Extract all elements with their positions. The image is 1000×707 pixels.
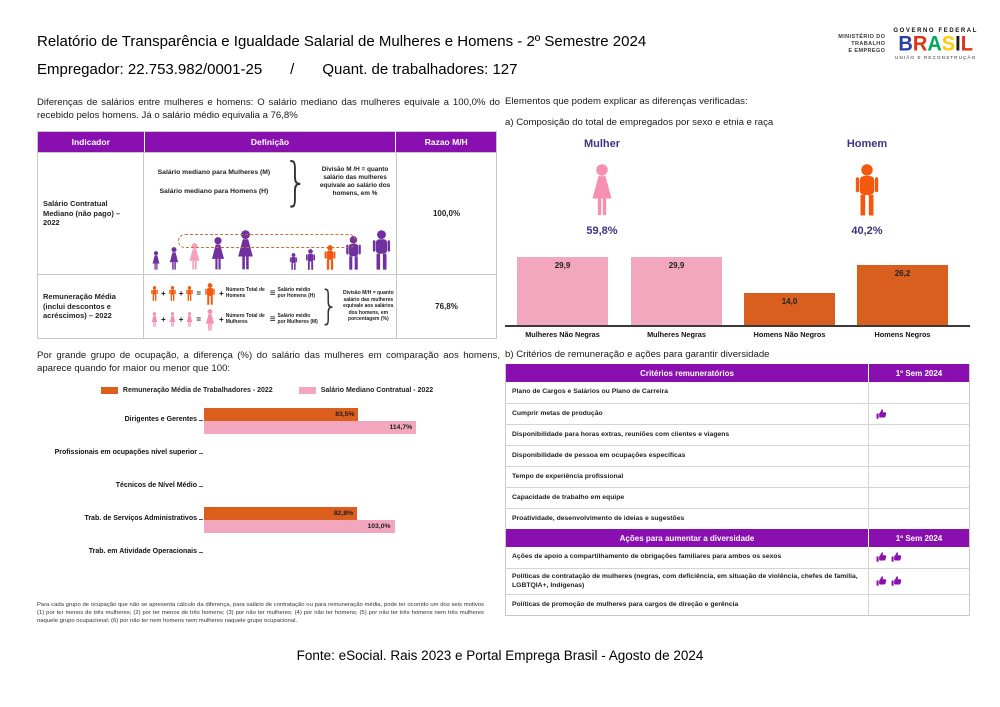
average-formulas	[144, 283, 320, 331]
equiv-operator: ≡	[269, 288, 276, 299]
elements-title: Elementos que podem explicar as diferenças verificadas:	[505, 96, 748, 107]
bar	[204, 520, 395, 533]
check-cell	[869, 569, 969, 594]
median-lines	[144, 169, 284, 195]
median-highlight-box	[178, 234, 356, 248]
x-axis-line	[505, 325, 970, 327]
definition-cell	[144, 275, 397, 338]
criterion-label: Ações de apoio a compartilhamento de obrigações familiares para ambos os sexos	[506, 547, 869, 568]
brasil-letter: S	[941, 32, 956, 56]
count-label: Número Total de Mulheres	[225, 312, 265, 325]
woman-icon	[168, 312, 177, 327]
table-row	[506, 466, 969, 487]
women-average-formula	[150, 309, 320, 331]
check-cell	[869, 509, 969, 529]
equiv-operator: ≡	[269, 314, 276, 325]
table-row	[506, 382, 969, 403]
plus-operator: +	[161, 289, 166, 298]
check-cell	[869, 425, 969, 445]
salary-label: Salário médio por Homens (H)	[277, 286, 316, 299]
check-cell	[869, 488, 969, 508]
occupation-chart	[37, 404, 497, 569]
occupation-row	[37, 437, 497, 470]
bar	[204, 408, 358, 421]
header-definicao: Definição	[145, 132, 397, 152]
brace-glyph: }	[283, 152, 308, 212]
indicator-name: Remuneração Média (inclui descontos e acréscimos) – 2022	[38, 275, 144, 338]
bar-value-label: 114,7%	[389, 423, 413, 431]
ratio-value: 76,8%	[435, 302, 458, 311]
man-icon	[304, 249, 317, 270]
man-icon	[203, 283, 217, 305]
occupation-row	[37, 470, 497, 503]
section-a-title: a) Composição do total de empregados por sexo e etnia e raça	[505, 117, 774, 128]
legend-label: Remuneração Média de Trabalhadores - 2022	[122, 387, 273, 394]
legend-item-mediano	[299, 387, 433, 394]
criteria-header-row	[506, 364, 969, 382]
criterion-label: Tempo de experiência profissional	[506, 467, 869, 487]
count-label: Número Total de Homens	[225, 286, 265, 299]
chart-legend	[37, 387, 497, 394]
axis-tick-icon	[199, 486, 203, 487]
median-men-label: Salário mediano para Homens (H)	[159, 188, 269, 195]
brasil-logo	[893, 28, 978, 60]
man-icon	[851, 164, 883, 216]
header-indicador: Indicador	[38, 132, 145, 152]
axis-tick-icon	[199, 519, 203, 520]
occupation-bars	[204, 507, 497, 533]
woman-icon	[167, 247, 181, 270]
criterion-label: Políticas de contratação de mulheres (negras, com deficiência, em situação de violência, chefes de família, LGBTQIA+, Indígenas)	[506, 569, 869, 594]
brace-glyph: }	[319, 282, 339, 330]
ministry-line: MINISTÉRIO DO	[838, 33, 886, 40]
bar	[204, 421, 416, 434]
bar	[204, 507, 357, 520]
bar	[631, 257, 722, 325]
plus-operator: +	[161, 315, 166, 324]
table-row	[506, 547, 969, 568]
definition-diagram	[144, 153, 396, 211]
woman-icon	[150, 312, 159, 327]
check-cell	[869, 404, 969, 424]
brasil-wordmark	[893, 34, 978, 54]
salary-label: Salário médio por Mulheres (M)	[277, 312, 318, 325]
employer-id: Empregador: 22.753.982/0001-25	[37, 61, 263, 78]
men-average-formula	[150, 283, 320, 305]
category-label: Homens Não Negros	[753, 330, 826, 339]
brasil-letter: I	[955, 32, 961, 56]
ministry-label	[838, 34, 885, 55]
workers-count: Quant. de trabalhadores: 127	[322, 61, 518, 78]
thumbs-up-icon	[891, 552, 902, 563]
thumbs-up-icon	[876, 576, 887, 587]
separator: /	[290, 61, 295, 78]
homem-block	[802, 138, 932, 237]
brasil-letter: A	[927, 32, 942, 56]
man-icon	[369, 230, 394, 270]
legend-swatch-pink	[299, 387, 316, 394]
criterion-label: Cumprir metas de produção	[506, 404, 869, 424]
plus-operator: +	[178, 289, 184, 298]
section-b-title: b) Critérios de remuneração e ações para garantir diversidade	[505, 349, 770, 360]
bar-value-label: 29,9	[668, 260, 685, 270]
plus-operator: +	[219, 315, 224, 324]
actions-rows	[506, 547, 969, 615]
division-note: Divisão M/H = quanto salário das mulheres equivale aos salários dos homens, em porcentagem (%)	[342, 290, 394, 323]
header-razao: Razao M/H	[396, 132, 496, 152]
check-cell	[869, 547, 969, 568]
actions-header-row	[506, 529, 969, 547]
check-cell	[869, 382, 969, 403]
woman-icon	[185, 312, 194, 327]
indicator-name: Salário Contratual Mediano (não pago) – 2022	[38, 153, 144, 274]
thumbs-up-icon	[891, 576, 902, 587]
salary-difference-intro: Diferenças de salários entre mulheres e homens: O salário mediano das mulheres equivale a 100,0% do recebido pelos homens. Já o salário médio equivalia a 76,8%	[37, 97, 500, 121]
table-row	[506, 403, 969, 424]
gov-logo	[838, 28, 978, 60]
occupation-bars	[204, 408, 497, 434]
mulher-block	[537, 138, 667, 237]
man-icon	[168, 286, 177, 301]
category-label: Mulheres Negras	[647, 330, 706, 339]
bar	[517, 257, 608, 325]
bar-value-label: 29,9	[554, 260, 571, 270]
ministry-line: TRABALHO	[851, 40, 886, 47]
ratio-value: 100,0%	[432, 209, 461, 218]
criteria-period: 1º Sem 2024	[869, 364, 969, 382]
criterion-label: Disponibilidade de pessoa em ocupações específicas	[506, 446, 869, 466]
brasil-letter: L	[960, 32, 973, 56]
woman-icon	[150, 251, 162, 270]
brasil-letter: R	[912, 32, 928, 56]
population-figures	[150, 218, 394, 270]
governo-federal-label: GOVERNO FEDERAL	[893, 28, 978, 34]
legend-label: Salário Mediano Contratual - 2022	[320, 387, 434, 394]
bar-value-label: 82,8%	[333, 509, 354, 517]
plus-operator: +	[219, 289, 224, 298]
legend-item-remuneracao	[101, 387, 273, 394]
equals-operator: =	[196, 315, 202, 324]
table-row	[506, 568, 969, 594]
indicator-table	[37, 131, 497, 339]
man-icon-container	[802, 164, 932, 221]
homem-percentage: 40,2%	[851, 225, 883, 237]
table-row-salario-mediano	[38, 152, 496, 274]
woman-icon	[586, 164, 618, 216]
actions-header: Ações para aumentar a diversidade	[506, 529, 869, 547]
actions-period: 1º Sem 2024	[869, 529, 969, 547]
criterion-label: Disponibilidade para horas extras, reuniões com clientes e viagens	[506, 425, 869, 445]
man-icon	[322, 245, 338, 270]
category-label: Homens Negros	[874, 330, 931, 339]
mulher-percentage: 59,8%	[586, 225, 618, 237]
criterion-label: Capacidade de trabalho em equipe	[506, 488, 869, 508]
woman-icon	[203, 309, 217, 331]
bar-value-label: 14,0	[781, 297, 798, 307]
man-icon	[288, 253, 299, 270]
bar-value-label: 83,5%	[335, 410, 355, 418]
occupation-intro: Por grande grupo de ocupação, a diferença (%) do salário das mulheres em comparação aos homens, aparece quando for maior ou menor que 100:	[37, 350, 500, 374]
check-cell	[869, 467, 969, 487]
mulher-label: Mulher	[583, 138, 621, 150]
table-row	[506, 445, 969, 466]
occupation-category-label: Profissionais em ocupações nível superior	[54, 449, 197, 457]
equals-operator: =	[196, 289, 202, 298]
composition-chart	[505, 250, 970, 325]
criterion-label: Proatividade, desenvolvimento de ideias e sugestões	[506, 509, 869, 529]
axis-tick-icon	[199, 420, 203, 421]
table-row	[506, 487, 969, 508]
check-cell	[869, 446, 969, 466]
criteria-table	[505, 364, 970, 616]
category-label: Mulheres Não Negras	[525, 330, 600, 339]
occupation-category-label: Trab. de Serviços Administrativos	[84, 515, 197, 523]
criterion-label: Plano de Cargos e Salários ou Plano de Carreira	[506, 382, 869, 403]
composition-categories	[505, 330, 970, 344]
thumbs-up-icon	[876, 552, 887, 563]
criteria-rows	[506, 382, 969, 529]
median-women-label: Salário mediano para Mulheres (M)	[157, 169, 271, 176]
occupation-category-label: Dirigentes e Gerentes	[124, 416, 197, 424]
axis-tick-icon	[199, 552, 203, 553]
table-row	[506, 508, 969, 529]
axis-tick-icon	[199, 453, 203, 454]
table-row	[506, 594, 969, 615]
indicator-table-header	[38, 132, 496, 152]
bar-value-label: 26,2	[894, 269, 911, 279]
division-note: Divisão M /H = quanto salário das mulheres equivale ao salário dos homens, em %	[319, 166, 391, 197]
homem-label: Homem	[846, 138, 888, 150]
legend-swatch-orange	[101, 387, 118, 394]
woman-icon-container	[537, 164, 667, 221]
occupation-category-label: Técnicos de Nível Médio	[115, 482, 197, 490]
man-icon	[150, 286, 159, 301]
plus-operator: +	[178, 315, 184, 324]
ministry-line: E EMPREGO	[848, 47, 886, 54]
occupation-category-label: Trab. em Atividade Operacionais	[88, 548, 197, 556]
brasil-letter: B	[898, 32, 913, 56]
source-footer: Fonte: eSocial. Rais 2023 e Portal Emprega Brasil - Agosto de 2024	[296, 648, 704, 663]
occupation-row	[37, 536, 497, 569]
page-title: Relatório de Transparência e Igualdade Salarial de Mulheres e Homens - 2º Semestre 2024	[37, 33, 647, 50]
criterion-label: Políticas de promoção de mulheres para cargos de direção e gerência	[506, 595, 869, 615]
occupation-row	[37, 503, 497, 536]
bar	[857, 265, 948, 325]
chart-footnote: Para cada grupo de ocupação que não se apresenta cálculo da diferença, para salário de contratação ou para remuneração média, pode ter ocorrido um dos seis motivos (1) por ter menos de três mulheres; (2) por ter menos de três homens; (3) por não ter mulheres; (4) por não ter homens; (5) por não ter três homens nem três mulheres naquele grupo ocupacional; (6) por não ter nem homens nem mulheres naquele grupo ocupacional.	[37, 602, 484, 624]
table-row-remuneracao-media	[38, 274, 496, 338]
table-row	[506, 424, 969, 445]
man-icon	[185, 286, 194, 301]
bar	[744, 293, 835, 325]
bar-value-label: 103,0%	[367, 522, 391, 530]
definition-cell	[144, 153, 397, 274]
logo-tagline: UNIÃO E RECONSTRUÇÃO	[895, 55, 977, 60]
employer-line	[37, 61, 517, 78]
thumbs-up-icon	[876, 409, 887, 420]
occupation-row	[37, 404, 497, 437]
check-cell	[869, 595, 969, 615]
criteria-header: Critérios remuneratórios	[506, 364, 869, 382]
